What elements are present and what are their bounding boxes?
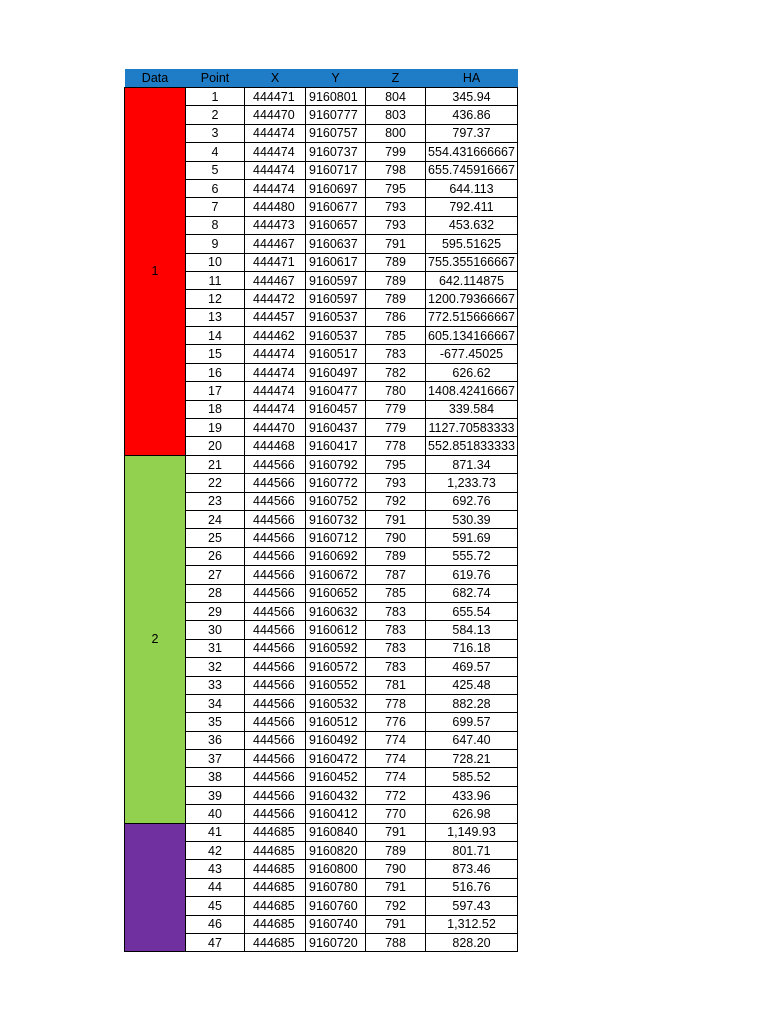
cell-ha: 453.632 [426,216,518,234]
cell-z: 789 [366,842,426,860]
cell-x: 444685 [245,933,306,951]
cell-x: 444474 [245,161,306,179]
cell-ha: 728.21 [426,750,518,768]
cell-x: 444566 [245,547,306,565]
cell-x: 444685 [245,842,306,860]
header-x: X [245,69,306,88]
header-row [125,69,518,88]
cell-point: 41 [186,823,245,841]
cell-x: 444566 [245,768,306,786]
cell-x: 444685 [245,897,306,915]
cell-x: 444566 [245,694,306,712]
cell-point: 3 [186,124,245,142]
cell-y: 9160472 [306,750,366,768]
cell-ha: 595.51625 [426,235,518,253]
header-y: Y [306,69,366,88]
cell-y: 9160612 [306,621,366,639]
cell-ha: 469.57 [426,658,518,676]
cell-z: 793 [366,198,426,216]
group-cell [125,823,186,952]
cell-ha: 792.411 [426,198,518,216]
cell-y: 9160552 [306,676,366,694]
cell-ha: 642.114875 [426,271,518,289]
cell-y: 9160697 [306,179,366,197]
cell-z: 782 [366,363,426,381]
cell-y: 9160417 [306,437,366,455]
cell-z: 789 [366,253,426,271]
cell-y: 9160740 [306,915,366,933]
cell-point: 34 [186,694,245,712]
cell-y: 9160840 [306,823,366,841]
cell-z: 790 [366,860,426,878]
cell-ha: 516.76 [426,878,518,896]
cell-z: 800 [366,124,426,142]
cell-x: 444474 [245,400,306,418]
cell-z: 789 [366,290,426,308]
cell-ha: 655.54 [426,602,518,620]
cell-z: 772 [366,786,426,804]
cell-point: 16 [186,363,245,381]
cell-y: 9160537 [306,327,366,345]
cell-y: 9160532 [306,694,366,712]
cell-y: 9160692 [306,547,366,565]
cell-z: 783 [366,621,426,639]
cell-point: 29 [186,602,245,620]
cell-y: 9160572 [306,658,366,676]
cell-x: 444462 [245,327,306,345]
cell-point: 40 [186,805,245,823]
cell-ha: 692.76 [426,492,518,510]
cell-x: 444474 [245,382,306,400]
cell-point: 30 [186,621,245,639]
cell-z: 793 [366,216,426,234]
cell-y: 9160732 [306,510,366,528]
group-cell: 2 [125,455,186,823]
cell-point: 20 [186,437,245,455]
cell-ha: 425.48 [426,676,518,694]
cell-point: 36 [186,731,245,749]
cell-point: 33 [186,676,245,694]
cell-ha: 873.46 [426,860,518,878]
cell-point: 37 [186,750,245,768]
cell-x: 444566 [245,713,306,731]
cell-point: 47 [186,933,245,951]
cell-ha: 1,149.93 [426,823,518,841]
cell-x: 444566 [245,639,306,657]
cell-ha: 682.74 [426,584,518,602]
cell-y: 9160597 [306,290,366,308]
cell-z: 804 [366,88,426,106]
cell-x: 444480 [245,198,306,216]
cell-z: 791 [366,878,426,896]
cell-ha: 626.62 [426,363,518,381]
cell-y: 9160477 [306,382,366,400]
cell-point: 9 [186,235,245,253]
cell-y: 9160452 [306,768,366,786]
cell-y: 9160752 [306,492,366,510]
cell-z: 783 [366,639,426,657]
cell-ha: 345.94 [426,88,518,106]
cell-ha: 644.113 [426,179,518,197]
cell-x: 444457 [245,308,306,326]
cell-ha: 828.20 [426,933,518,951]
cell-x: 444470 [245,419,306,437]
cell-ha: 555.72 [426,547,518,565]
cell-point: 2 [186,106,245,124]
cell-point: 38 [186,768,245,786]
cell-z: 803 [366,106,426,124]
cell-ha: 433.96 [426,786,518,804]
cell-y: 9160632 [306,602,366,620]
cell-ha: 585.52 [426,768,518,786]
cell-ha: 591.69 [426,529,518,547]
cell-y: 9160677 [306,198,366,216]
cell-point: 14 [186,327,245,345]
cell-y: 9160457 [306,400,366,418]
cell-point: 44 [186,878,245,896]
cell-x: 444471 [245,88,306,106]
cell-ha: 1,233.73 [426,474,518,492]
cell-ha: 626.98 [426,805,518,823]
cell-point: 27 [186,566,245,584]
cell-ha: 1127.70583333 [426,419,518,437]
cell-y: 9160437 [306,419,366,437]
cell-point: 31 [186,639,245,657]
cell-point: 4 [186,143,245,161]
cell-z: 788 [366,933,426,951]
cell-y: 9160617 [306,253,366,271]
cell-ha: 436.86 [426,106,518,124]
cell-ha: 530.39 [426,510,518,528]
header-z: Z [366,69,426,88]
cell-y: 9160772 [306,474,366,492]
cell-z: 783 [366,345,426,363]
cell-ha: 716.18 [426,639,518,657]
cell-y: 9160820 [306,842,366,860]
cell-x: 444468 [245,437,306,455]
cell-z: 770 [366,805,426,823]
cell-point: 21 [186,455,245,473]
cell-point: 1 [186,88,245,106]
cell-x: 444566 [245,750,306,768]
cell-x: 444566 [245,510,306,528]
cell-z: 795 [366,455,426,473]
cell-z: 791 [366,915,426,933]
cell-z: 793 [366,474,426,492]
cell-ha: 882.28 [426,694,518,712]
cell-ha: 647.40 [426,731,518,749]
table-row [125,88,518,106]
cell-y: 9160597 [306,271,366,289]
cell-ha: 605.134166667 [426,327,518,345]
cell-y: 9160792 [306,455,366,473]
cell-x: 444474 [245,179,306,197]
cell-point: 23 [186,492,245,510]
cell-x: 444474 [245,143,306,161]
cell-ha: 871.34 [426,455,518,473]
cell-ha: 1,312.52 [426,915,518,933]
cell-x: 444467 [245,271,306,289]
cell-point: 5 [186,161,245,179]
cell-ha: 584.13 [426,621,518,639]
cell-ha: 619.76 [426,566,518,584]
cell-ha: 554.431666667 [426,143,518,161]
cell-y: 9160737 [306,143,366,161]
cell-point: 42 [186,842,245,860]
cell-z: 799 [366,143,426,161]
cell-z: 785 [366,584,426,602]
cell-z: 779 [366,400,426,418]
cell-z: 776 [366,713,426,731]
cell-x: 444566 [245,455,306,473]
cell-x: 444471 [245,253,306,271]
cell-point: 12 [186,290,245,308]
data-table [124,69,518,952]
cell-y: 9160637 [306,235,366,253]
cell-z: 774 [366,768,426,786]
cell-x: 444566 [245,786,306,804]
cell-point: 46 [186,915,245,933]
cell-z: 795 [366,179,426,197]
cell-z: 791 [366,823,426,841]
cell-y: 9160760 [306,897,366,915]
cell-y: 9160592 [306,639,366,657]
group-cell: 1 [125,88,186,456]
cell-y: 9160517 [306,345,366,363]
table-body [125,88,518,952]
cell-y: 9160800 [306,860,366,878]
cell-ha: 699.57 [426,713,518,731]
cell-y: 9160512 [306,713,366,731]
cell-x: 444474 [245,363,306,381]
cell-z: 783 [366,658,426,676]
cell-y: 9160717 [306,161,366,179]
cell-point: 10 [186,253,245,271]
cell-z: 774 [366,750,426,768]
cell-point: 25 [186,529,245,547]
cell-y: 9160712 [306,529,366,547]
cell-z: 781 [366,676,426,694]
cell-ha: -677.45025 [426,345,518,363]
table-row [125,823,518,841]
cell-point: 13 [186,308,245,326]
cell-y: 9160652 [306,584,366,602]
cell-point: 45 [186,897,245,915]
cell-x: 444472 [245,290,306,308]
cell-z: 789 [366,547,426,565]
cell-y: 9160657 [306,216,366,234]
cell-ha: 339.584 [426,400,518,418]
table-row [125,455,518,473]
cell-point: 32 [186,658,245,676]
cell-z: 785 [366,327,426,345]
cell-y: 9160777 [306,106,366,124]
cell-y: 9160432 [306,786,366,804]
cell-x: 444566 [245,602,306,620]
cell-y: 9160412 [306,805,366,823]
cell-y: 9160780 [306,878,366,896]
cell-z: 791 [366,510,426,528]
cell-ha: 1200.79366667 [426,290,518,308]
cell-x: 444566 [245,492,306,510]
header-data: Data [125,69,186,88]
cell-point: 15 [186,345,245,363]
cell-ha: 755.355166667 [426,253,518,271]
cell-x: 444566 [245,474,306,492]
cell-x: 444685 [245,823,306,841]
cell-x: 444566 [245,805,306,823]
cell-point: 43 [186,860,245,878]
cell-point: 8 [186,216,245,234]
cell-z: 774 [366,731,426,749]
cell-z: 783 [366,602,426,620]
cell-ha: 772.515666667 [426,308,518,326]
cell-point: 24 [186,510,245,528]
cell-x: 444474 [245,345,306,363]
cell-y: 9160801 [306,88,366,106]
cell-z: 792 [366,897,426,915]
cell-y: 9160537 [306,308,366,326]
cell-z: 791 [366,235,426,253]
cell-y: 9160757 [306,124,366,142]
cell-x: 444566 [245,621,306,639]
cell-x: 444566 [245,566,306,584]
cell-point: 22 [186,474,245,492]
cell-point: 35 [186,713,245,731]
cell-point: 6 [186,179,245,197]
cell-z: 780 [366,382,426,400]
cell-y: 9160492 [306,731,366,749]
cell-x: 444566 [245,529,306,547]
cell-point: 26 [186,547,245,565]
cell-z: 790 [366,529,426,547]
cell-x: 444467 [245,235,306,253]
cell-x: 444566 [245,658,306,676]
cell-x: 444685 [245,915,306,933]
cell-point: 17 [186,382,245,400]
cell-z: 779 [366,419,426,437]
cell-z: 778 [366,694,426,712]
header-ha: HA [426,69,518,88]
cell-z: 778 [366,437,426,455]
cell-x: 444566 [245,731,306,749]
cell-z: 787 [366,566,426,584]
cell-x: 444566 [245,676,306,694]
cell-y: 9160672 [306,566,366,584]
cell-point: 11 [186,271,245,289]
cell-z: 789 [366,271,426,289]
cell-point: 39 [186,786,245,804]
cell-point: 18 [186,400,245,418]
cell-ha: 797.37 [426,124,518,142]
cell-point: 7 [186,198,245,216]
cell-ha: 552.851833333 [426,437,518,455]
cell-x: 444470 [245,106,306,124]
cell-z: 792 [366,492,426,510]
cell-y: 9160497 [306,363,366,381]
cell-x: 444685 [245,860,306,878]
cell-ha: 1408.42416667 [426,382,518,400]
cell-z: 786 [366,308,426,326]
header-point: Point [186,69,245,88]
cell-ha: 801.71 [426,842,518,860]
cell-y: 9160720 [306,933,366,951]
cell-x: 444474 [245,124,306,142]
cell-x: 444473 [245,216,306,234]
cell-x: 444685 [245,878,306,896]
cell-z: 798 [366,161,426,179]
cell-ha: 655.745916667 [426,161,518,179]
cell-point: 19 [186,419,245,437]
cell-x: 444566 [245,584,306,602]
cell-ha: 597.43 [426,897,518,915]
cell-point: 28 [186,584,245,602]
